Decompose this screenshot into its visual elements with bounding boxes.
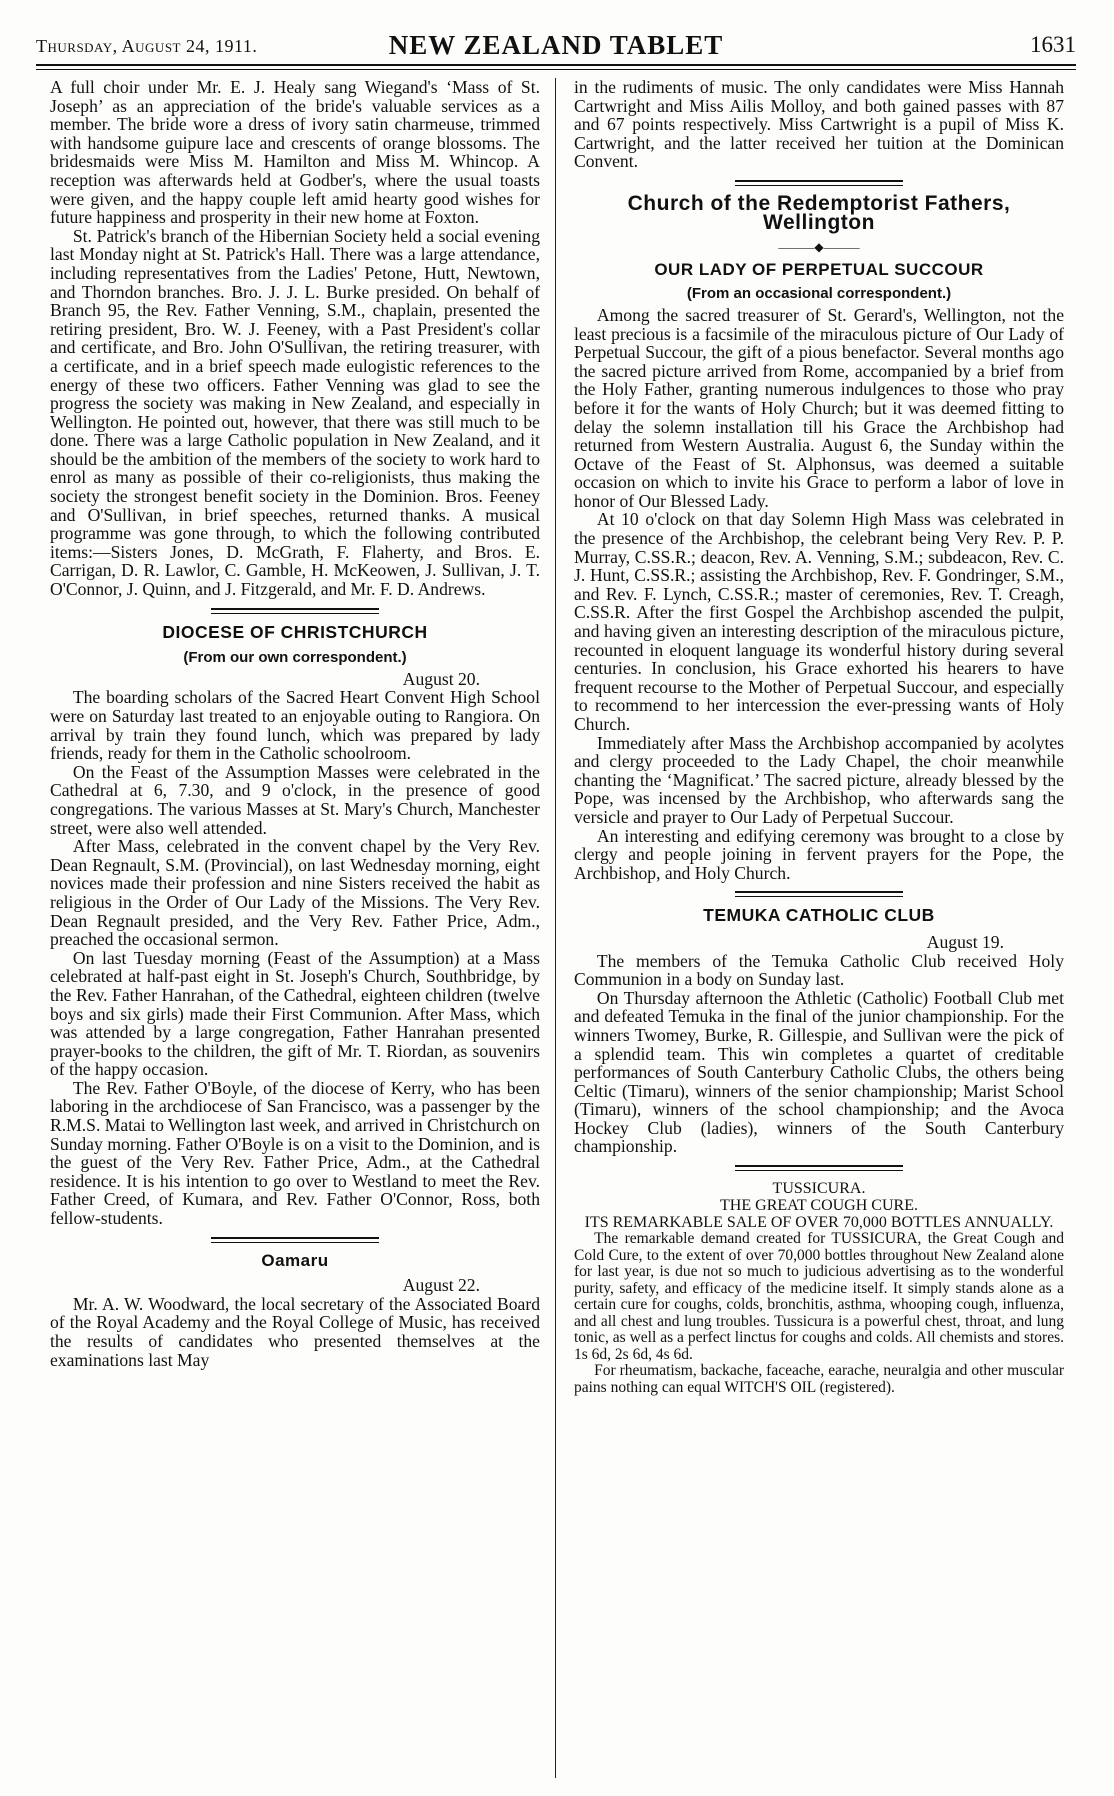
section-rule — [735, 891, 903, 897]
ad-headline: ITS REMARKABLE SALE OF OVER 70,000 BOTTLES ANNUALLY. — [584, 1214, 1054, 1232]
ad-brand: TUSSICURA. — [772, 1180, 866, 1198]
redemptorist-subheading: OUR LADY OF PERPETUAL SUCCOUR — [654, 259, 984, 279]
christchurch-paragraph: The boarding scholars of the Sacred Heart Convent High School were on Saturday last treated to an enjoyable outing to Rangiora. On arrival by train they found lunch, which was prepared by lady friends, ready for them in the Catholic schoolroom. — [50, 687, 540, 764]
oamaru-heading: Oamaru — [261, 1250, 329, 1270]
temuka-paragraph: The members of the Temuka Catholic Club received Holy Communion in a body on Sunday last. — [574, 950, 1064, 990]
redemptorist-paragraph: An interesting and edifying ceremony was brought to a close by clergy and people joining in fervent prayers for the Pope, the Archbishop, and Holy Church. — [574, 825, 1064, 883]
header-date: Thursday, August 24, 1911. — [36, 36, 258, 56]
section-rule — [211, 608, 379, 614]
ornament-divider: ———◆——— — [778, 240, 860, 255]
section-rule — [735, 1165, 903, 1171]
hibernian-paragraph: St. Patrick's branch of the Hibernian Society held a social evening last Monday night at St. Patrick's Hall. There was a large attendance, including representatives from the Ladies' Petone, Hutt, Newtown, and Thorndon branches. Bro. J. J. L. Burke presided. On behalf of Branch 95, the Rev. Father Venning, S.M., chaplain, presented the retiring president, Bro. W. J. Feeney, with a Past President's collar and certificate, and Bro. John O'Sullivan, the retiring treasurer, with a certificate, and in a brief speech made eulogistic references to the energy of these two officers. Father Venning was glad to see the progress the society was making in New Zealand, and especially in Wellington. He pointed out, however, that there was still much to be done. There was a large Catholic population in New Zealand, and it should be the ambition of the members of the society to work hard to enrol as many as possible of their co-religionists, thus making the society the strongest benefit society in the Dominion. Bros. Feeney and O'Sullivan, in brief speeches, returned thanks. A musical programme was gone through, to which the following contributed items:—Sisters Jones, D. McGrath, F. Flaherty, and Bros. E. Carrigan, D. R. Lawlor, C. Gamble, H. McKeowen, J. Sullivan, J. T. O'Connor, J. Quinn, and J. Fitzgerald, and Mr. F. D. Andrews. — [50, 225, 540, 600]
redemptorist-correspondent: (From an occasional correspondent.) — [686, 285, 952, 303]
page-number: 1631 — [1030, 32, 1076, 57]
temuka-heading: TEMUKA CATHOLIC CLUB — [703, 905, 935, 926]
section-rule — [211, 1237, 379, 1243]
tussicura-advertisement — [574, 1180, 1064, 1396]
ad-tagline: THE GREAT COUGH CURE. — [720, 1197, 918, 1215]
oamaru-continued-paragraph: in the rudiments of music. The only candidates were Miss Hannah Cartwright and Miss Ailis Molloy, and both gained passes with 87 and 67 points respectively. Miss Cartwright is a pupil of Miss K. Cartwright, and the latter received her tuition at the Dominican Convent. — [574, 78, 1064, 172]
redemptorist-heading: Church of the Redemptorist Fathers, Wellington — [627, 191, 1011, 234]
christchurch-date: August 20. — [402, 668, 480, 689]
section-rule — [735, 180, 903, 186]
redemptorist-paragraph: At 10 o'clock on that day Solemn High Mass was celebrated in the presence of the Archbishop, the celebrant being Very Rev. P. P. Murray, C.SS.R.; deacon, Rev. A. Venning, S.M.; subdeacon, Rev. C. J. Hunt, C.SS.R.; assisting the Archbishop, Rev. F. Gondringer, S.M., and Rev. F. Lynch, C.SS.R.; master of ceremonies, Rev. T. Creagh, C.SS.R. After the first Gospel the Archbishop ascended the pulpit, and having given an interesting description of the miraculous picture, recounted in eloquent language its wonderful history during several centuries. In conclusion, his Grace exhorted his hearers to have frequent recourse to the Mother of Perpetual Succour, and especially to recommend to her intercession the ever-pressing wants of Holy Church. — [574, 509, 1064, 734]
ad-body: The remarkable demand created for TUSSICURA, the Great Cough and Cold Cure, to the extent of over 70,000 bottles throughout New Zealand alone for last year, is due not so much to judicious advertising as to the wonderful purity, safety, and efficacy of the medicine itself. It simply stands alone as a certain cure for coughs, colds, bronchitis, asthma, whooping cough, influenza, and all chest and lung troubles. Tussicura is a powerful chest, throat, and lung tonic, as well as a perfect linctus for coughs and colds. All chemists and stores. 1s 6d, 2s 6d, 4s 6d. — [574, 1230, 1064, 1363]
christchurch-correspondent: (From our own correspondent.) — [183, 649, 407, 667]
masthead-title: NEW ZEALAND TABLET — [388, 30, 724, 60]
right-column — [574, 78, 1064, 1778]
temuka-date: August 19. — [926, 931, 1004, 952]
redemptorist-paragraph: Among the sacred treasurer of St. Gerard's, Wellington, not the least precious is a facsimile of the miraculous picture of Our Lady of Perpetual Succour, the gift of a pious benefactor. Several months ago the sacred picture arrived from Rome, accompanied by a brief from the Holy Father, granting numerous indulgences to those who pray before it for the wants of Holy Church; but it was deemed fitting to delay the solemn installation till his Grace the Archbishop had returned from Western Australia. August 6, the Sunday within the Octave of the Feast of St. Alphonsus, was deemed a suitable occasion on which to invite his Grace to perform a labor of love in honor of Our Blessed Lady. — [574, 304, 1064, 511]
oamaru-date: August 22. — [402, 1275, 480, 1296]
christchurch-heading: DIOCESE OF CHRISTCHURCH — [162, 621, 428, 642]
ad-body: For rheumatism, backache, faceache, earache, neuralgia and other muscular pains nothing can equal WITCH'S OIL (registered). — [574, 1362, 1064, 1396]
column-divider — [555, 78, 556, 1778]
wedding-paragraph: A full choir under Mr. E. J. Healy sang Wiegand's ‘Mass of St. Joseph’ as an appreciation of the bride's valuable services as a member. The bride wore a dress of ivory satin charmeuse, trimmed with handsome guipure lace and crescents of orange blossoms. The bridesmaids were Miss M. Hamilton and Miss M. Whincop. A reception was afterwards held at Godber's, where the usual toasts were given, and the happy couple left amid hearty good wishes for future happiness and prosperity in their new home at Foxton. — [50, 78, 540, 228]
oamaru-paragraph: Mr. A. W. Woodward, the local secretary of the Associated Board of the Royal Academy and the Royal College of Music, has received the results of candidates who presented themselves at the examinations last May — [50, 1293, 540, 1370]
christchurch-paragraph: The Rev. Father O'Boyle, of the diocese of Kerry, who has been laboring in the archdiocese of San Francisco, was a passenger by the R.M.S. Matai to Wellington last week, and arrived in Christchurch on Sunday morning. Father O'Boyle is on a visit to the Dominion, and is the guest of the Very Rev. Father Price, Adm., at the Cathedral residence. It is his intention to go over to Westland to meet the Rev. Father Creed, of Kumara, and Rev. Father O'Connor, Ross, both fellow-students. — [50, 1077, 540, 1229]
page-header — [36, 30, 1076, 66]
redemptorist-paragraph: Immediately after Mass the Archbishop accompanied by acolytes and clergy proceeded to the Lady Chapel, the choir meanwhile chanting the ‘Magnificat.’ The sacred picture, already blessed by the Pope, was incensed by the Archbishop, who afterwards sang the versicle and prayer to Our Lady of Perpetual Succour. — [574, 732, 1064, 827]
christchurch-paragraph: On the Feast of the Assumption Masses were celebrated in the Cathedral at 6, 7.30, and 9 o'clock, in the presence of good congregations. The various Masses at St. Mary's Church, Manchester street, were also well attended. — [50, 761, 540, 838]
left-column — [50, 78, 540, 1778]
christchurch-paragraph: On last Tuesday morning (Feast of the Assumption) at a Mass celebrated at half-past eight in St. Joseph's Church, Southbridge, by the Rev. Father Hanrahan, of the Cathedral, eighteen children (twelve boys and six girls) made their First Communion. After Mass, which was attended by a large congregation, Father Hanrahan presented prayer-books to the children, the gift of Mr. T. Riordan, as souvenirs of the happy occasion. — [50, 947, 540, 1080]
temuka-paragraph: On Thursday afternoon the Athletic (Catholic) Football Club met and defeated Temuka in the final of the junior championship. For the winners Twomey, Burke, R. Gillespie, and Sullivan were the pick of a splendid team. This win completes a quartet of creditable performances of South Canterbury Catholic Clubs, the others being Celtic (Timaru), winners of the senior championship; Marist School (Timaru), winners of the school championship; and the Avoca Hockey Club (ladies), winners of the South Canterbury championship. — [574, 987, 1064, 1157]
christchurch-paragraph: After Mass, celebrated in the convent chapel by the Very Rev. Dean Regnault, S.M. (Provincial), on last Wednesday morning, eight novices made their profession and nine Sisters received the habit as religious in the Order of Our Lady of the Missions. The Very Rev. Dean Regnault presided, and the Very Rev. Father Price, Adm., preached the occasional sermon. — [50, 836, 540, 950]
